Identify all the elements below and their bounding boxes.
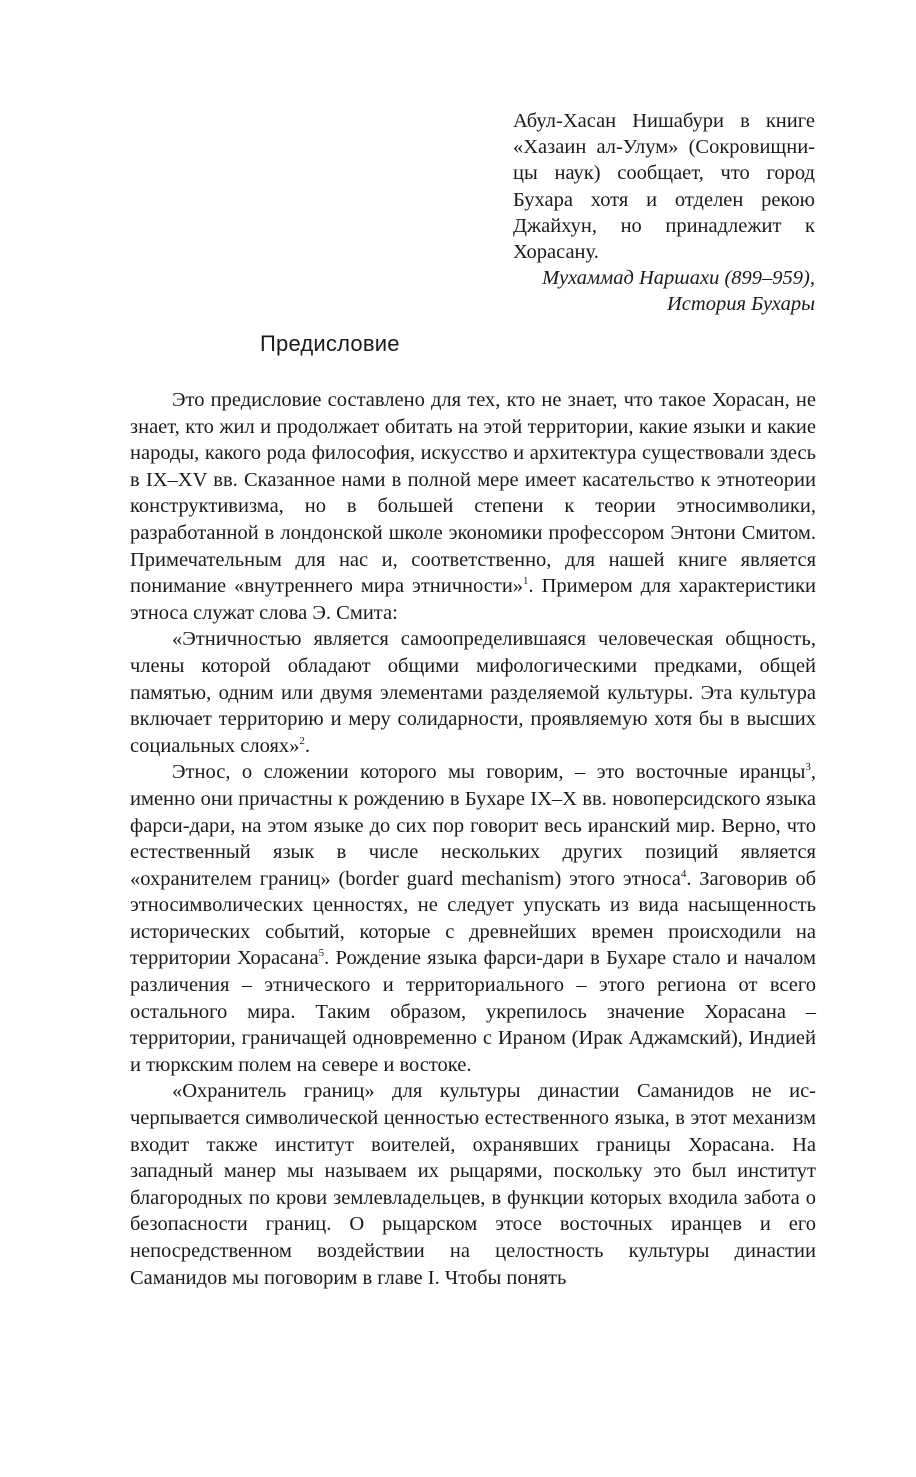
- paragraph: [130, 387, 816, 626]
- epigraph-text: Абул-Хасан Нишабури в книге «Хазаин ал-Улум» (Сокровищницы наук) сообщает, что город Бухара хотя и отделен рекою Джайхун, но принадлежит к Хорасану.: [513, 110, 815, 264]
- footnote-marker[interactable]: 3: [805, 761, 811, 774]
- paragraph-text: «Этничностью является самоопределившаяся человеческая общность, члены которой обладают общими мифологическими предками, общей памятью, одним или двумя элементами разделяемой культуры. Эта культура включает территорию и меру солидарности, проявляемую хотя бы в высших социальных слоях»: [130, 628, 816, 757]
- paragraph: [130, 759, 816, 1078]
- paragraph-text: Этнос, о сложении которого мы говорим, – это восточные иранцы: [172, 761, 806, 784]
- epigraph: [513, 108, 815, 318]
- paragraph: [130, 1078, 816, 1291]
- quote-paragraph: [130, 626, 816, 759]
- paragraph-text: . Рождение языка фарси-дари в Бухаре стало и началом различения – этнического и территориального – этого региона от всего остального мира. Таким образом, укрепилось значение Хорасана – территории, граничащей одновременно с Ираном (Ирак Аджамский), Индией и тюркским полем на севере и востоке.: [130, 947, 816, 1076]
- paragraph-text: .: [304, 734, 311, 757]
- footnote-marker[interactable]: 4: [680, 867, 687, 880]
- paragraph-text: «Охранитель границ» для культуры династии Саманидов не исчерпывается символической ценностью естественного языка, в этот механизм входит также институт воителей, охранявших границы Хорасана. На западный манер мы называем их рыцарями, поскольку это был институт благородных по крови землевладельцев, в функции которых входила забота о безопасности границ. О рыцарском этосе восточных иранцев и его непосредственном воздействии на целостность культуры династии Саманидов мы поговорим в главе I. Чтобы понять: [130, 1080, 816, 1289]
- footnote-marker[interactable]: 2: [299, 734, 305, 747]
- paragraph-text: . Примером для характеристики этноса служат слова Э. Смита:: [130, 575, 816, 624]
- epigraph-author: Мухаммад Наршахи (899–959),: [542, 267, 815, 290]
- footnote-marker[interactable]: 5: [318, 947, 325, 960]
- footnote-marker[interactable]: 1: [523, 575, 529, 588]
- paragraph-text: . Заговорив об этносимволических ценностях, не следует упускать из вида насыщенность исторических событий, которые с древнейших времен происходили на территории Хорасана: [130, 867, 817, 970]
- main-text: [130, 387, 816, 1291]
- paragraph-text: Это предисловие составлено для тех, кто не знает, что такое Хорасан, не знает, кто жил и продолжает обитать на этой территории, какие языки и какие народы, какого рода философия, искусство и архитектура существовали здесь в IX–XV вв. Сказанное нами в полной мере имеет касательство к этнотеории конструктивизма, но в большей степени к теории этносимволики, разработанной в лондонской школе экономики профессором Энтони Смитом. Примечательным для нас и, соответственно, для нашей книге является понимание «внутреннего мира этничности»: [130, 389, 816, 598]
- epigraph-source: История Бухары: [667, 293, 815, 316]
- paragraph-text: , именно они причастны к рождению в Бухаре IX–X вв. новоперсидского языка фарси-дари, на этом языке до сих пор говорит весь иранский мир. Верно, что естественный язык в числе нескольких других позиций является «охранителем границ» (border guard mechanism) этого этноса: [130, 761, 816, 890]
- page-title: Предисловие: [260, 331, 400, 356]
